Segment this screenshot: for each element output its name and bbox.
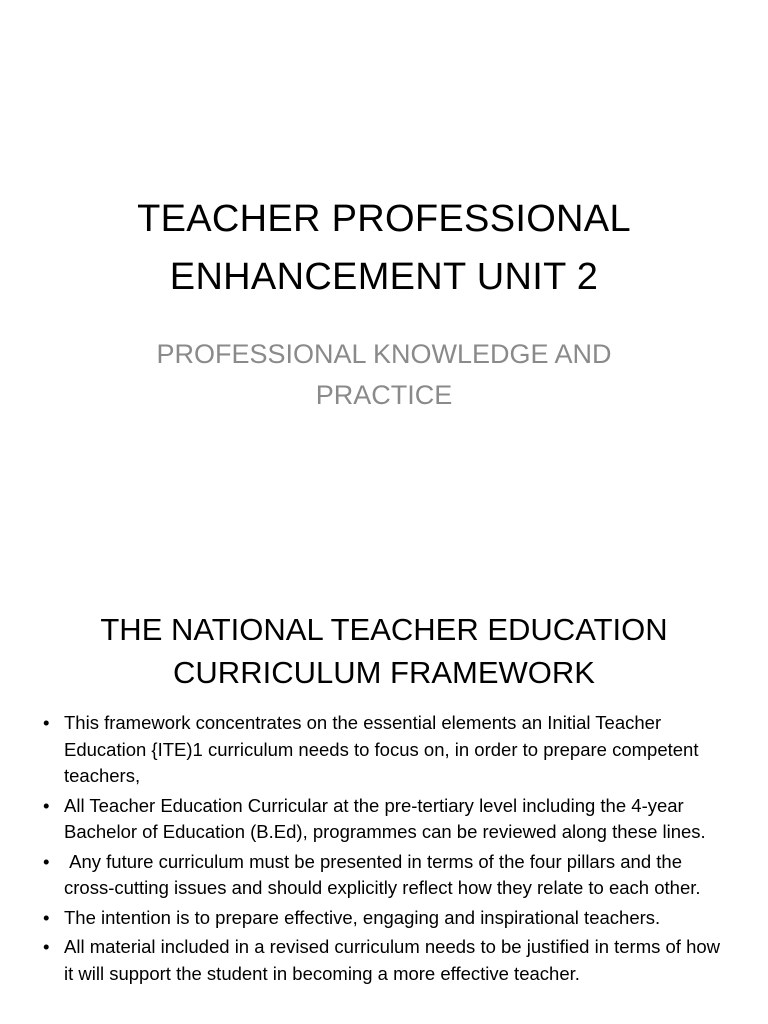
slide-heading bbox=[40, 608, 728, 694]
bullet-point-icon: • bbox=[43, 712, 50, 733]
bullet-text: All Teacher Education Curricular at the pre-tertiary level including the 4-year Bachelor of Education (B.Ed), programmes can be reviewed along these lines. bbox=[64, 794, 706, 842]
bullet-item bbox=[40, 849, 730, 902]
bullet-item bbox=[40, 905, 730, 932]
presentation-title-line-1: TEACHER PROFESSIONAL bbox=[137, 198, 631, 240]
bullet-text: Any future curriculum must be presented in terms of the four pillars and the cross-cutting issues and should explicitly reflect how they relate to each other. bbox=[64, 850, 701, 898]
bullet-item bbox=[40, 710, 730, 790]
bullet-text: All material included in a revised curriculum needs to be justified in terms of how it will support the student in becoming a more effective teacher. bbox=[64, 936, 721, 984]
presentation-subtitle-line-1: PROFESSIONAL KNOWLEDGE AND bbox=[156, 339, 612, 369]
bullet-list bbox=[40, 710, 730, 990]
presentation-title-line-2: ENHANCEMENT UNIT 2 bbox=[169, 256, 599, 298]
bullet-item bbox=[40, 793, 730, 846]
slide-heading-line-2: CURRICULUM FRAMEWORK bbox=[173, 655, 595, 690]
bullet-text: The intention is to prepare effective, engaging and inspirational teachers. bbox=[64, 906, 661, 928]
bullet-point-icon: • bbox=[43, 850, 50, 872]
bullet-point-icon: • bbox=[43, 936, 50, 957]
slide-heading-line-1: THE NATIONAL TEACHER EDUCATION bbox=[100, 612, 668, 647]
bullet-text: This framework concentrates on the essential elements an Initial Teacher Education {ITE)1 curriculum needs to focus on, in order to prepare competent teachers, bbox=[64, 712, 699, 786]
slide-framework bbox=[0, 576, 768, 1024]
presentation-title bbox=[40, 190, 728, 306]
presentation-subtitle-line-2: PRACTICE bbox=[315, 380, 453, 410]
bullet-point-icon: • bbox=[43, 794, 50, 816]
bullet-point-icon: • bbox=[43, 906, 50, 928]
presentation-subtitle bbox=[60, 334, 708, 416]
bullet-item bbox=[40, 934, 730, 987]
